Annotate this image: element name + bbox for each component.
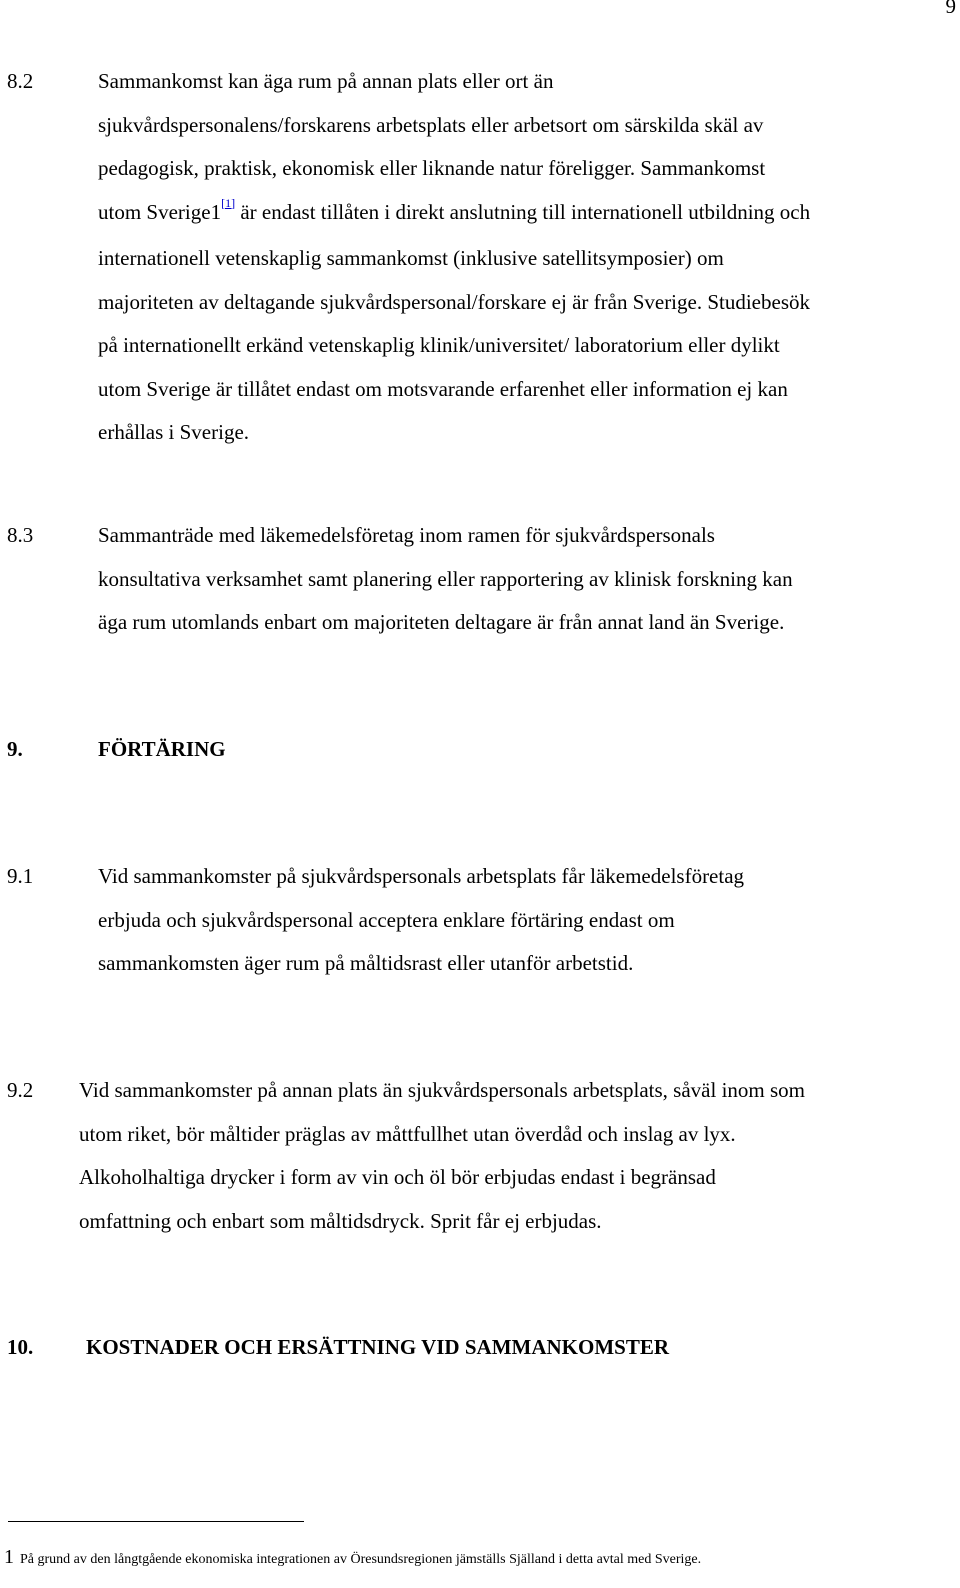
section-number: 8.3 — [7, 523, 34, 547]
paragraph-line: utom Sverige är tillåtet endast om motsvarande erfarenhet eller information ej kan — [98, 376, 788, 401]
paragraph-line: på internationellt erkänd vetenskaplig klinik/universitet/ laboratorium eller dylikt — [98, 333, 780, 357]
line-text: utom Sverige1 — [98, 199, 222, 224]
heading-title: FÖRTÄRING — [98, 737, 226, 761]
section-number: 9.2 — [7, 1078, 34, 1102]
footnote-link[interactable]: [1] — [221, 195, 236, 210]
paragraph-line: Alkoholhaltiga drycker i form av vin och öl bör erbjudas endast i begränsad — [79, 1165, 716, 1189]
paragraph-line: internationell vetenskaplig sammankomst (inklusive satellitsymposier) om — [98, 246, 724, 270]
heading-9 — [7, 737, 226, 762]
footnote-reference — [221, 196, 235, 210]
paragraph-line: äga rum utomlands enbart om majoriteten deltagare är från annat land än Sverige. — [98, 610, 785, 634]
footnote-separator — [8, 1521, 304, 1522]
footnote — [4, 1546, 701, 1569]
section-body — [98, 855, 744, 986]
paragraph-line: erbjuda och sjukvårdspersonal acceptera enklare förtäring endast om — [98, 907, 675, 932]
section-body — [98, 514, 793, 645]
heading-number: 9. — [7, 737, 23, 761]
footnote-number: 1 — [4, 1546, 14, 1568]
heading-number: 10. — [7, 1335, 34, 1359]
paragraph-line: erhållas i Sverige. — [98, 420, 250, 444]
section-number: 8.2 — [7, 69, 34, 93]
paragraph-line: Sammanträde med läkemedelsföretag inom ramen för sjukvårdspersonals — [98, 523, 715, 547]
paragraph-line: omfattning och enbart som måltidsdryck. Sprit får ej erbjudas. — [79, 1208, 602, 1233]
heading-10 — [7, 1335, 670, 1360]
heading-title: KOSTNADER OCH ERSÄTTNING VID SAMMANKOMSTER — [86, 1335, 670, 1359]
paragraph-line: Vid sammankomster på sjukvårdspersonals arbetsplats får läkemedelsföretag — [98, 864, 745, 888]
paragraph-line: Vid sammankomster på annan plats än sjukvårdspersonals arbetsplats, såväl inom som — [79, 1078, 806, 1102]
paragraph-line: pedagogisk, praktisk, ekonomisk eller liknande natur föreligger. Sammankomst — [98, 156, 766, 180]
line-text: är endast tillåten i direkt anslutning till internationell utbildning och — [235, 199, 811, 224]
section-body — [79, 1069, 805, 1243]
paragraph-line — [98, 191, 810, 238]
footnote-text: På grund av den långtgående ekonomiska integrationen av Öresundsregionen jämställs Själland i detta avtal med Sverige. — [20, 1552, 702, 1567]
paragraph-line: majoriteten av deltagande sjukvårdspersonal/forskare ej är från Sverige. Studiebesök — [98, 289, 811, 314]
section-number: 9.1 — [7, 864, 34, 888]
page-number: 9 — [945, 0, 956, 18]
section-body — [98, 60, 810, 455]
paragraph-line: konsultativa verksamhet samt planering eller rapportering av klinisk forskning kan — [98, 566, 793, 591]
paragraph-line: utom riket, bör måltider präglas av måttfullhet utan överdåd och inslag av lyx. — [79, 1121, 736, 1146]
paragraph-line: sammankomsten äger rum på måltidsrast eller utanför arbetstid. — [98, 951, 634, 975]
paragraph-line: Sammankomst kan äga rum på annan plats eller ort än — [98, 69, 554, 93]
paragraph-line: sjukvårdspersonalens/forskarens arbetsplats eller arbetsort om särskilda skäl av — [98, 112, 764, 137]
